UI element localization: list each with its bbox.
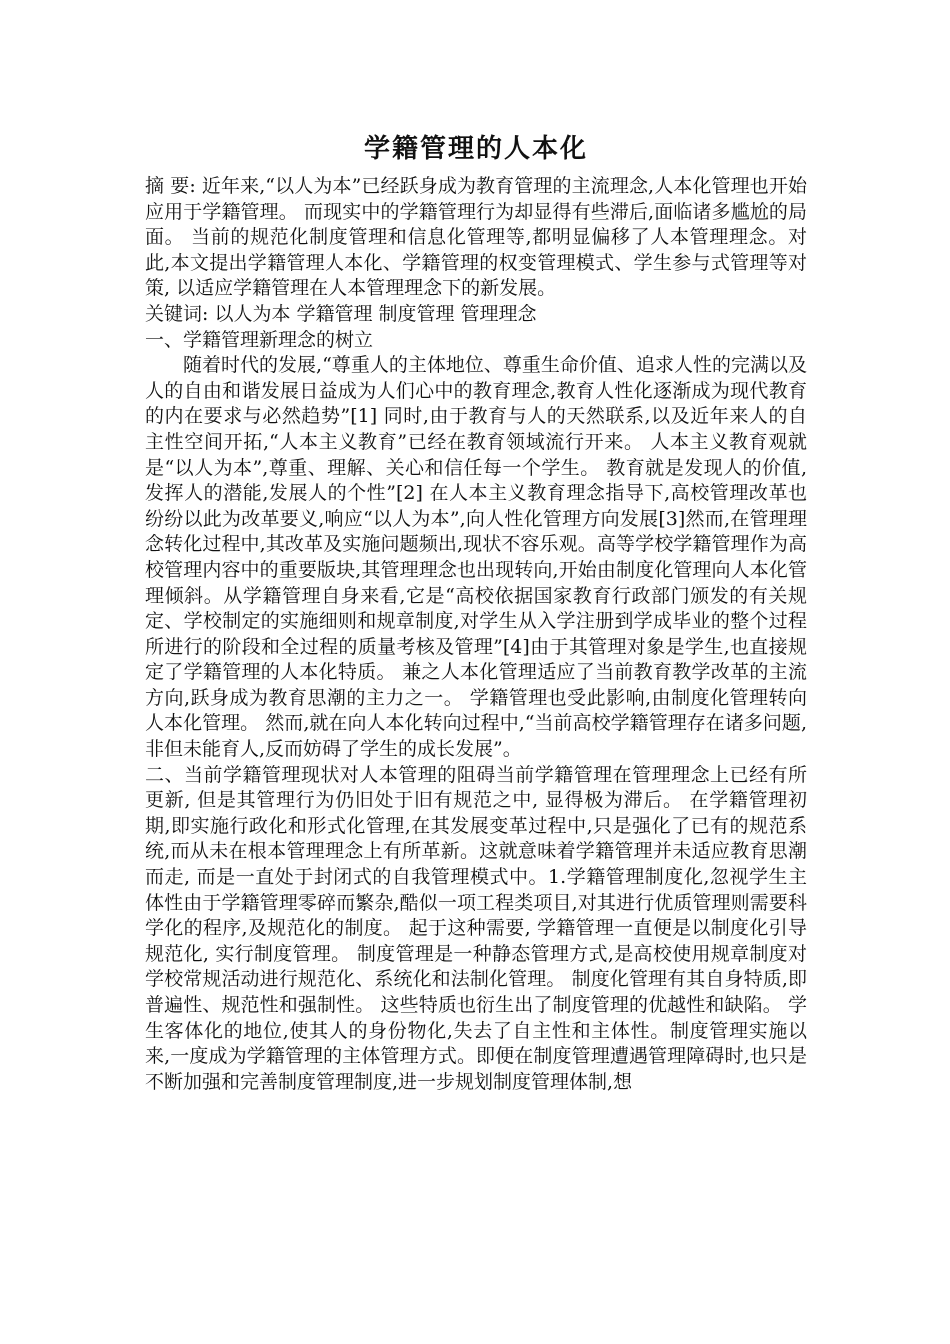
keywords-line: 关键词: 以人为本 学籍管理 制度管理 管理理念 <box>145 302 537 325</box>
document-title: 学籍管理的人本化 <box>363 134 588 164</box>
section-1-paragraph: 随着时代的发展,“尊重人的主体地位、尊重生命价值、追求人性的完满以及人的自由和谐发展日益成为人们心中的教育理念,教育人性化逐渐成为现代教育的内在要求与必然趋势”[1] 同时,由于教育与人的天然联系,以及近年来人的自主性空间开拓,“人本主义教育”已经在教育领域流行开来。 人本主义教育观就是“以人为本”,尊重、理解、关心和信任每一个学生。 教育就是发现人的价值,发挥人的潜能,发展人的个性”[2] 在人本主义教育理念指导下,高校管理改革也纷纷以此为改革要义,响应“以人为本”,向人性化管理方向发展[3]然而,在管理理念转化过程中,其改革及实施问题频出,现状不容乐观。高等学校学籍管理作为高校管理内容中的重要版块,其管理理念也出现转向,开始由制度化管理向人本化管理倾斜。从学籍管理自身来看,它是“高校依据国家教育行政部门颁发的有关规定、学校制定的实施细则和规章制度,对学生从入学注册到学成毕业的整个过程所进行的阶段和全过程的质量考核及管理”[4]由于其管理对象是学生,也直接规定了学籍管理的人本化特质。 兼之人本化管理适应了当前教育教学改革的主流方向,跃身成为教育思潮的主力之一。 学籍管理也受此影响,由制度化管理转向人本化管理。 然而,就在向人本化转向过程中,“当前高校学籍管理存在诸多问题,非但未能育人,反而妨碍了学生的成长发展”。 <box>145 354 807 761</box>
section-1-heading: 一、学籍管理新理念的树立 <box>145 328 374 351</box>
abstract-paragraph: 摘 要: 近年来,“以人为本”已经跃身成为教育管理的主流理念,人本化管理也开始应用于学籍管理。 而现实中的学籍管理行为却显得有些滞后,面临诸多尴尬的局面。 当前的规范化制度管理和信息化管理等,都明显偏移了人本管理理念。对此,本文提出学籍管理人本化、学籍管理的权变管理模式、学生参与式管理等对策, 以适应学籍管理在人本管理理念下的新发展。 <box>145 175 807 300</box>
document-body <box>145 174 807 1095</box>
section-2-paragraph: 二、当前学籍管理现状对人本管理的阻碍当前学籍管理在管理理念上已经有所更新, 但是其管理行为仍旧处于旧有规范之中, 显得极为滞后。 在学籍管理初期,即实施行政化和形式化管理,在其发展变革过程中,只是强化了已有的规范系统,而从未在根本管理理念上有所革新。这就意味着学籍管理并未适应教育思潮而走, 而是一直处于封闭式的自我管理模式中。1.学籍管理制度化,忽视学生主体性由于学籍管理零碎而繁杂,酷似一项工程类项目,对其进行优质管理则需要科学化的程序,及规范化的制度。 起于这种需要, 学籍管理一直便是以制度化引导规范化, 实行制度管理。 制度管理是一种静态管理方式,是高校使用规章制度对学校常规活动进行规范化、系统化和法制化管理。 制度化管理有其自身特质,即普遍性、规范性和强制性。 这些特质也衍生出了制度管理的优越性和缺陷。 学生客体化的地位,使其人的身份物化,失去了自主性和主体性。制度管理实施以来,一度成为学籍管理的主体管理方式。即便在制度管理遭遇管理障碍时,也只是不断加强和完善制度管理制度,进一步规划制度管理体制,想 <box>145 763 807 1093</box>
document-page <box>145 128 807 1095</box>
